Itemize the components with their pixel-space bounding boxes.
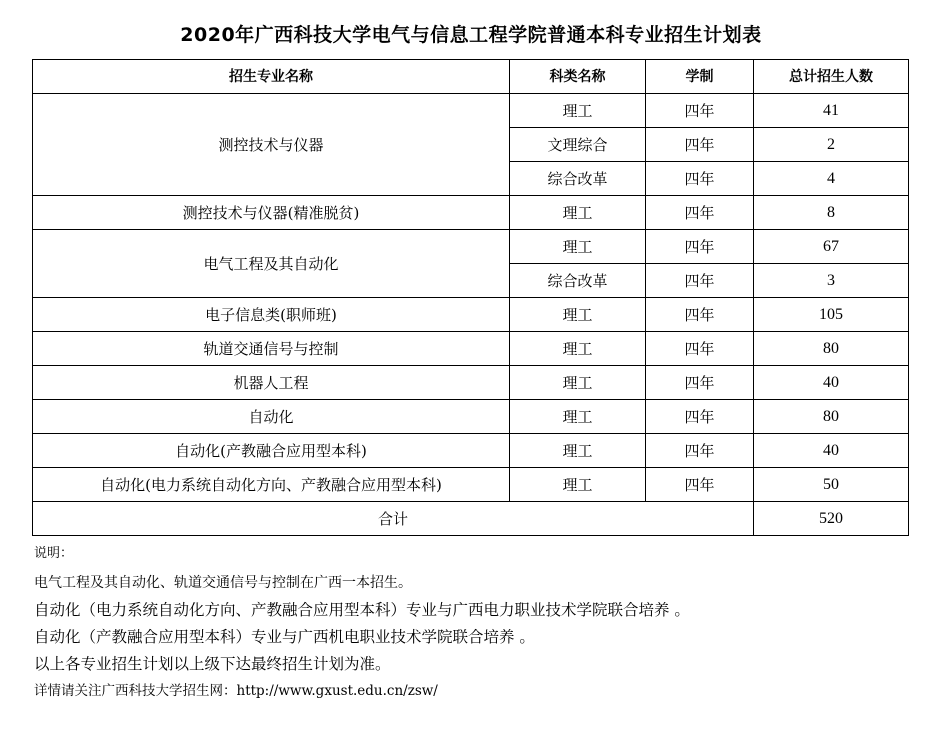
table-header-row <box>33 60 909 94</box>
major-cell: 电子信息类(职师班) <box>33 298 510 332</box>
count-cell: 40 <box>754 434 909 468</box>
count-cell: 8 <box>754 196 909 230</box>
duration-cell: 四年 <box>646 196 754 230</box>
category-cell: 综合改革 <box>510 162 646 196</box>
major-cell: 自动化 <box>33 400 510 434</box>
count-cell: 50 <box>754 468 909 502</box>
count-cell: 41 <box>754 94 909 128</box>
category-cell: 理工 <box>510 366 646 400</box>
table-row <box>33 94 909 128</box>
count-cell: 67 <box>754 230 909 264</box>
note-line: 自动化（产教融合应用型本科）专业与广西机电职业技术学院联合培养 。 <box>34 628 535 646</box>
category-cell: 文理综合 <box>510 128 646 162</box>
notes-section <box>34 542 914 704</box>
major-cell: 机器人工程 <box>33 366 510 400</box>
category-cell: 理工 <box>510 468 646 502</box>
count-cell: 105 <box>754 298 909 332</box>
table-row <box>33 434 909 468</box>
major-cell: 测控技术与仪器(精准脱贫) <box>33 196 510 230</box>
table-row <box>33 298 909 332</box>
table-row <box>33 196 909 230</box>
category-cell: 理工 <box>510 196 646 230</box>
total-label: 合计 <box>33 502 754 536</box>
category-cell: 理工 <box>510 332 646 366</box>
note-line: 自动化（电力系统自动化方向、产教融合应用型本科）专业与广西电力职业技术学院联合培养 。 <box>34 601 690 619</box>
table-row <box>33 366 909 400</box>
notes-heading: 说明： <box>34 546 74 561</box>
duration-cell: 四年 <box>646 264 754 298</box>
table-row <box>33 400 909 434</box>
count-cell: 80 <box>754 332 909 366</box>
category-cell: 理工 <box>510 94 646 128</box>
duration-cell: 四年 <box>646 332 754 366</box>
major-cell: 轨道交通信号与控制 <box>33 332 510 366</box>
category-cell: 理工 <box>510 434 646 468</box>
header-category: 科类名称 <box>510 60 646 94</box>
total-value: 520 <box>754 502 909 536</box>
category-cell: 综合改革 <box>510 264 646 298</box>
count-cell: 80 <box>754 400 909 434</box>
count-cell: 2 <box>754 128 909 162</box>
major-cell: 测控技术与仪器 <box>33 94 510 196</box>
duration-cell: 四年 <box>646 94 754 128</box>
duration-cell: 四年 <box>646 468 754 502</box>
duration-cell: 四年 <box>646 434 754 468</box>
table-row <box>33 468 909 502</box>
duration-cell: 四年 <box>646 230 754 264</box>
count-cell: 40 <box>754 366 909 400</box>
duration-cell: 四年 <box>646 128 754 162</box>
duration-cell: 四年 <box>646 162 754 196</box>
note-line: 电气工程及其自动化、轨道交通信号与控制在广西一本招生。 <box>34 575 412 591</box>
enrollment-plan-table <box>32 59 909 536</box>
major-cell: 自动化(产教融合应用型本科) <box>33 434 510 468</box>
major-cell: 自动化(电力系统自动化方向、产教融合应用型本科) <box>33 468 510 502</box>
total-row <box>33 502 909 536</box>
count-cell: 3 <box>754 264 909 298</box>
duration-cell: 四年 <box>646 400 754 434</box>
page-title: 2020年广西科技大学电气与信息工程学院普通本科专业招生计划表 <box>180 24 762 46</box>
header-count: 总计招生人数 <box>754 60 909 94</box>
note-line: 以上各专业招生计划以上级下达最终招生计划为准。 <box>34 655 391 673</box>
header-duration: 学制 <box>646 60 754 94</box>
count-cell: 4 <box>754 162 909 196</box>
major-cell: 电气工程及其自动化 <box>33 230 510 298</box>
category-cell: 理工 <box>510 298 646 332</box>
duration-cell: 四年 <box>646 298 754 332</box>
header-major: 招生专业名称 <box>33 60 510 94</box>
category-cell: 理工 <box>510 230 646 264</box>
table-row <box>33 332 909 366</box>
table-row <box>33 230 909 264</box>
category-cell: 理工 <box>510 400 646 434</box>
admissions-website-note: 详情请关注广西科技大学招生网：http://www.gxust.edu.cn/zsw/ <box>34 683 438 699</box>
duration-cell: 四年 <box>646 366 754 400</box>
